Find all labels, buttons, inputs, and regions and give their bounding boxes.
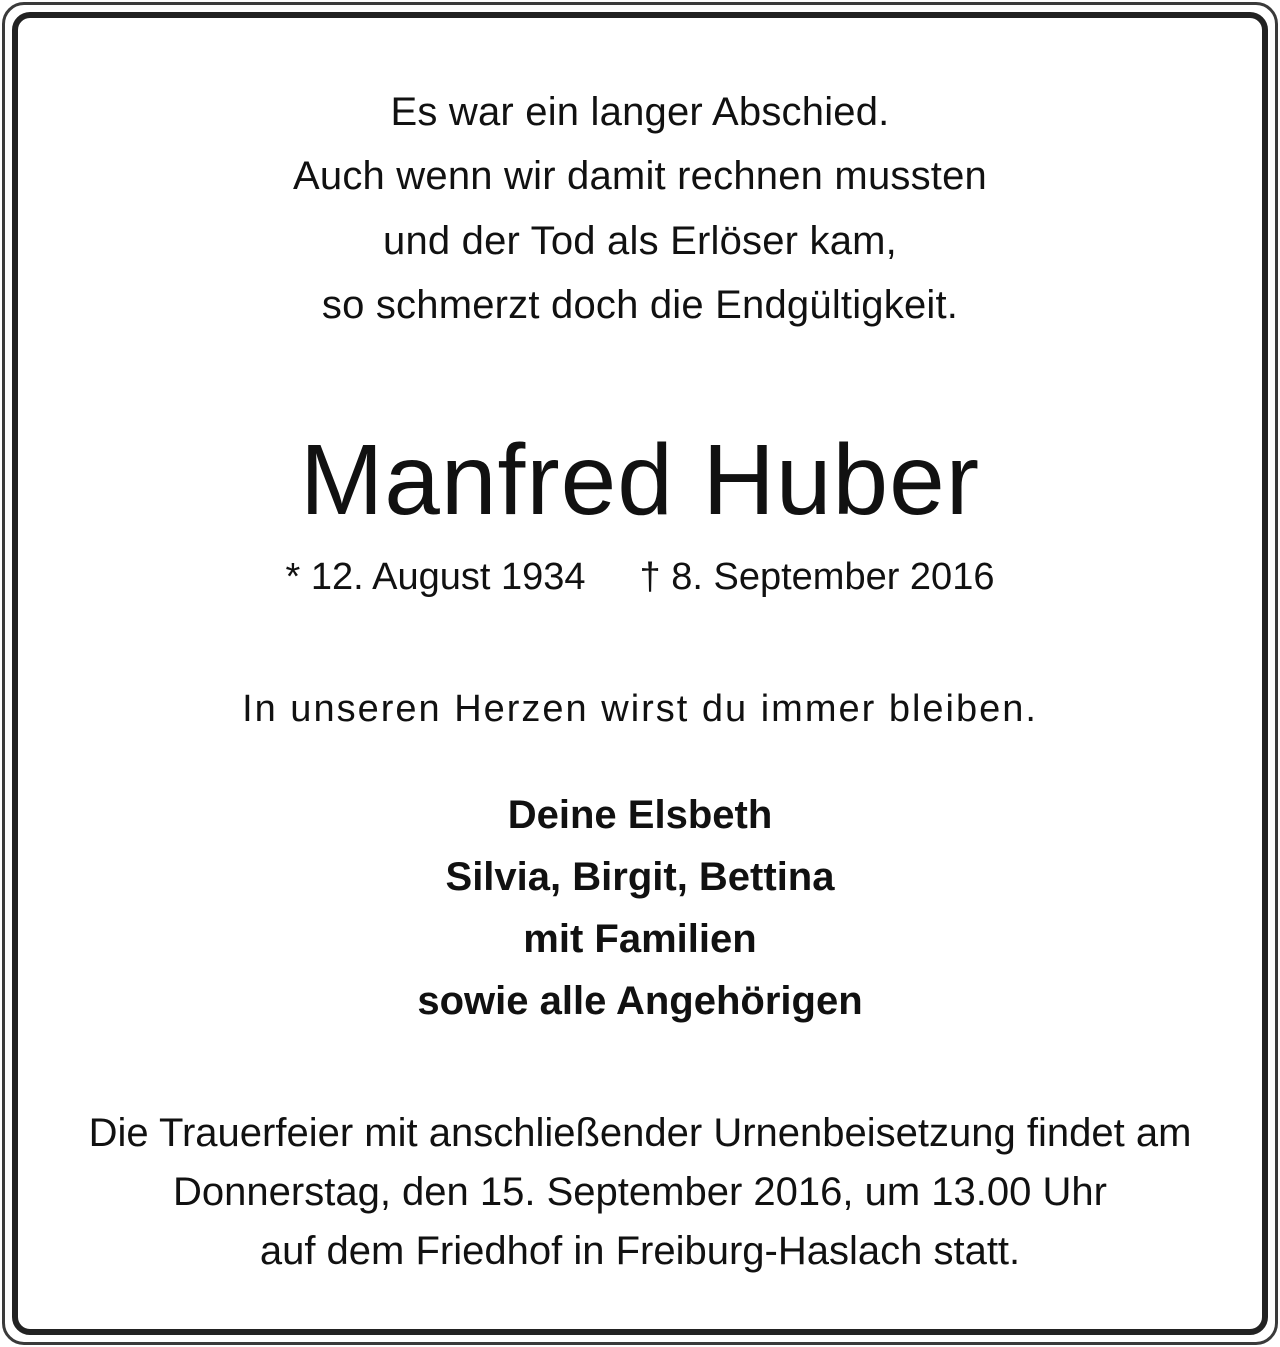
mourner-line-3: mit Familien bbox=[523, 917, 757, 961]
verse-line-2: Auch wenn wir damit rechnen mussten bbox=[293, 154, 987, 198]
verse-line-4: so schmerzt doch die Endgültigkeit. bbox=[321, 283, 959, 327]
mourner-line-4: sowie alle Angehörigen bbox=[417, 979, 863, 1023]
motto: In unseren Herzen wirst du immer bleiben. bbox=[242, 688, 1038, 730]
verse-line-3: und der Tod als Erlöser kam, bbox=[383, 219, 897, 263]
life-dates bbox=[0, 558, 1280, 596]
birth-date: * 12. August 1934 bbox=[285, 556, 586, 598]
service-line-3: auf dem Friedhof in Freiburg-Haslach statt. bbox=[259, 1229, 1021, 1273]
service-line-1: Die Trauerfeier mit anschließender Urnenbeisetzung findet am bbox=[88, 1111, 1192, 1155]
mourner-line-1: Deine Elsbeth bbox=[507, 793, 773, 837]
deceased-name: Manfred Huber bbox=[300, 424, 980, 536]
mourner-line-2: Silvia, Birgit, Bettina bbox=[445, 855, 835, 899]
service-line-2: Donnerstag, den 15. September 2016, um 13.00 Uhr bbox=[173, 1170, 1107, 1214]
verse-line-1: Es war ein langer Abschied. bbox=[390, 90, 890, 134]
death-date: † 8. September 2016 bbox=[639, 556, 995, 598]
